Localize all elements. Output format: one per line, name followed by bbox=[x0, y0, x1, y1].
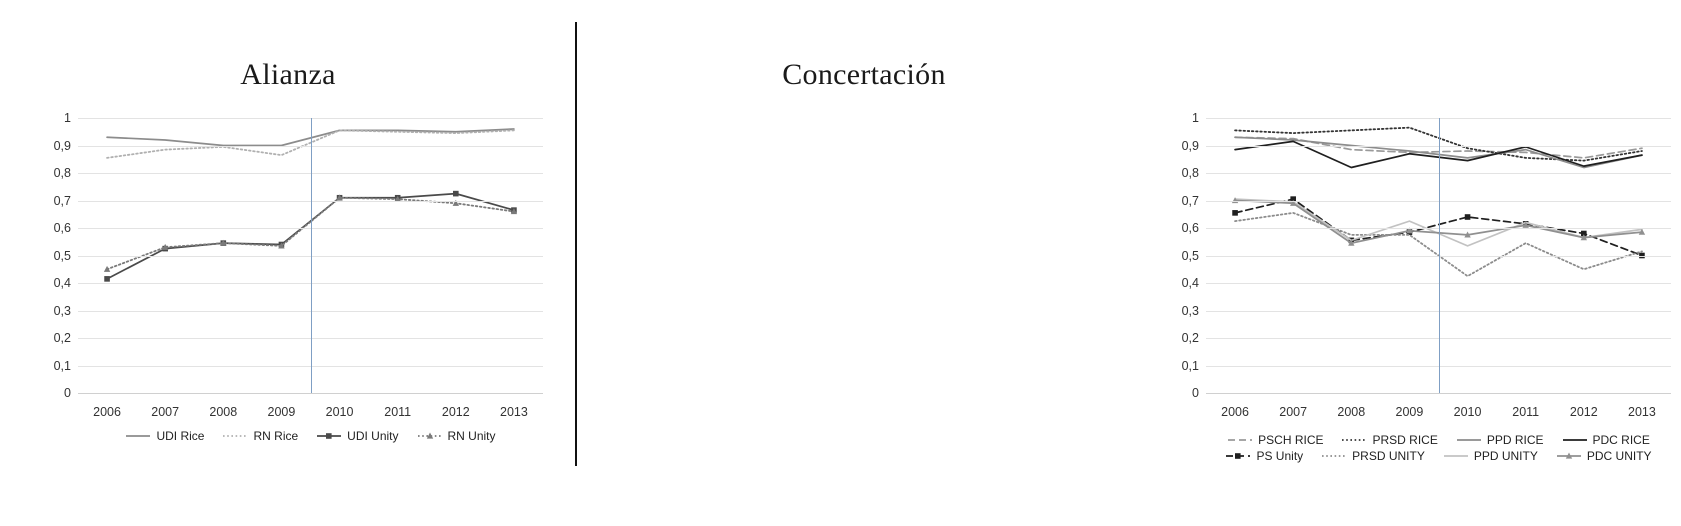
y-axis-tick-label: 0,5 bbox=[1181, 248, 1199, 263]
x-axis-tick-label: 2012 bbox=[1569, 405, 1598, 419]
y-axis-tick-label: 0,8 bbox=[53, 166, 71, 180]
x-axis-tick-label: 2007 bbox=[1279, 405, 1308, 419]
legend-label: PRSD RICE bbox=[1372, 433, 1438, 447]
panel-title-concertacion: Concertación bbox=[782, 58, 946, 91]
panel-title-alianza: Alianza bbox=[240, 58, 336, 91]
reference-vertical-line bbox=[1439, 118, 1441, 393]
series-marker bbox=[104, 276, 110, 282]
x-axis-tick-label: 2013 bbox=[500, 405, 528, 419]
legend-label: RN Rice bbox=[253, 429, 299, 443]
x-axis-tick-label: 2009 bbox=[1395, 405, 1424, 419]
legend-alianza bbox=[78, 428, 543, 444]
y-axis-tick-label: 0 bbox=[1192, 386, 1199, 400]
gridline bbox=[1206, 393, 1671, 394]
x-axis-tick-label: 2012 bbox=[441, 405, 470, 419]
legend-item bbox=[1225, 450, 1303, 462]
legend-concertacion bbox=[1196, 432, 1681, 464]
legend-swatch bbox=[1341, 434, 1367, 446]
legend-swatch bbox=[1321, 450, 1347, 462]
y-axis-tick-label: 0,7 bbox=[1181, 193, 1199, 208]
legend-swatch bbox=[1443, 450, 1469, 462]
series-marker bbox=[1232, 210, 1238, 216]
legend-swatch bbox=[417, 430, 443, 442]
y-axis-tick-label: 0,2 bbox=[53, 331, 71, 345]
legend-item bbox=[417, 430, 496, 442]
x-axis-tick-label: 2008 bbox=[1337, 405, 1366, 419]
series-marker bbox=[1465, 214, 1471, 220]
y-axis-tick-label: 0,9 bbox=[1181, 138, 1199, 153]
legend-label: UDI Unity bbox=[347, 429, 399, 443]
y-axis-tick-label: 0,5 bbox=[53, 248, 71, 263]
legend-item bbox=[1443, 450, 1538, 462]
plot-area-concertacion bbox=[1181, 111, 1671, 419]
y-axis-tick-label: 0,8 bbox=[1181, 166, 1199, 180]
legend-item bbox=[1341, 434, 1437, 446]
series-marker bbox=[453, 191, 459, 197]
legend-swatch bbox=[316, 430, 342, 442]
legend-swatch bbox=[1225, 450, 1251, 462]
legend-item bbox=[222, 430, 298, 442]
legend-swatch bbox=[1227, 434, 1253, 446]
y-axis-tick-label: 0,3 bbox=[53, 303, 71, 318]
x-axis-tick-label: 2013 bbox=[1628, 405, 1656, 419]
chart-panel-concertacion bbox=[576, 0, 1656, 526]
y-axis-tick-label: 0,6 bbox=[1181, 221, 1199, 235]
y-axis-tick-label: 1 bbox=[64, 111, 71, 125]
y-axis-tick-label: 0,4 bbox=[53, 276, 71, 290]
legend-label: PDC UNITY bbox=[1586, 449, 1652, 463]
legend-swatch bbox=[1456, 434, 1482, 446]
legend-item bbox=[1456, 434, 1544, 446]
legend-item bbox=[1227, 434, 1323, 446]
legend-swatch bbox=[1562, 434, 1588, 446]
y-axis-tick-label: 0,2 bbox=[1181, 331, 1199, 345]
y-axis-tick-label: 0,6 bbox=[53, 221, 71, 235]
y-axis-tick-label: 0,1 bbox=[53, 358, 71, 373]
legend-label: UDI Rice bbox=[156, 429, 205, 443]
legend-label: PPD RICE bbox=[1486, 433, 1544, 447]
x-axis-tick-label: 2006 bbox=[1221, 405, 1249, 419]
x-axis-tick-label: 2010 bbox=[1453, 405, 1482, 419]
x-axis-tick-label: 2010 bbox=[325, 405, 354, 419]
legend-swatch bbox=[125, 430, 151, 442]
plot-area-alianza bbox=[53, 111, 543, 419]
x-axis-tick-label: 2011 bbox=[384, 405, 412, 419]
legend-label: PSCH RICE bbox=[1258, 433, 1324, 447]
y-axis-tick-label: 0,3 bbox=[1181, 303, 1199, 318]
legend-swatch bbox=[222, 430, 248, 442]
legend-item bbox=[1321, 450, 1425, 462]
x-axis-tick-label: 2008 bbox=[209, 405, 238, 419]
x-axis-tick-label: 2006 bbox=[93, 405, 121, 419]
y-axis-tick-label: 0,9 bbox=[53, 138, 71, 153]
gridline bbox=[78, 393, 543, 394]
legend-swatch bbox=[1556, 450, 1582, 462]
legend-item bbox=[316, 430, 398, 442]
reference-vertical-line bbox=[311, 118, 313, 393]
legend-label: PDC RICE bbox=[1592, 433, 1650, 447]
x-axis-tick-label: 2009 bbox=[267, 405, 296, 419]
x-axis-tick-label: 2007 bbox=[151, 405, 180, 419]
y-axis-tick-label: 0,4 bbox=[1181, 276, 1199, 290]
y-axis-tick-label: 0,7 bbox=[53, 193, 71, 208]
legend-item bbox=[125, 430, 204, 442]
y-axis-tick-label: 1 bbox=[1192, 111, 1199, 125]
legend-label: PPD UNITY bbox=[1473, 449, 1538, 463]
x-axis-tick-label: 2011 bbox=[1512, 405, 1540, 419]
legend-item bbox=[1556, 450, 1652, 462]
legend-item bbox=[1562, 434, 1650, 446]
legend-label: RN Unity bbox=[447, 429, 496, 443]
legend-label: PRSD UNITY bbox=[1352, 449, 1425, 463]
chart-panel-alianza bbox=[0, 0, 576, 526]
y-axis-tick-label: 0 bbox=[64, 386, 71, 400]
y-axis-tick-label: 0,1 bbox=[1181, 358, 1199, 373]
legend-label: PS Unity bbox=[1256, 449, 1304, 463]
